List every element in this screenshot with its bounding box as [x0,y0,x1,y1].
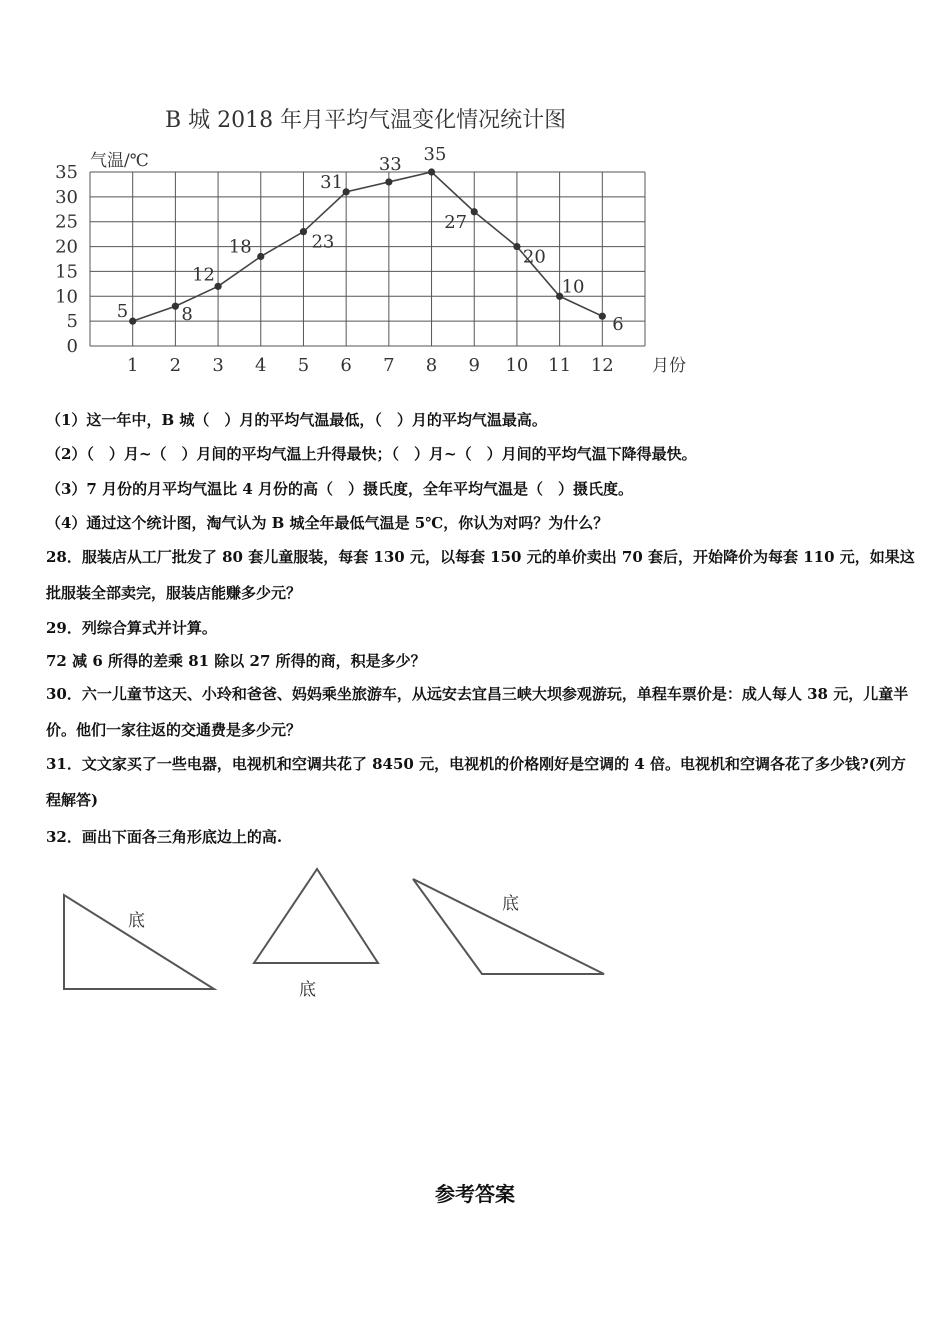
x-tick-label: 6 [340,355,352,376]
data-label: 5 [116,301,129,323]
x-tick-label: 7 [383,355,395,376]
data-label: 35 [423,144,447,165]
triangle-acute [254,869,378,963]
triangle-obtuse-base-label: 底 [502,894,519,914]
data-point [428,168,435,175]
question-27-2: （2）（ ）月~（ ）月间的平均气温上升得最快；（ ）月~（ ）月间的平均气温下降得最快。 [46,445,697,463]
data-point [343,188,350,195]
y-axis-label: 气温/℃ [90,151,149,171]
triangle-right-base-label: 底 [128,911,145,931]
question-31: 31．文文家买了一些电器，电视机和空调共花了 8450 元，电视机的价格刚好是空调的 4 倍。电视机和空调各花了多少钱?(列方程解答) [46,755,906,809]
data-label: 27 [444,211,468,233]
question-29-text: 72 减 6 所得的差乘 81 除以 27 所得的商，积是多少？ [46,652,426,670]
data-label: 6 [612,314,624,336]
data-label: 8 [181,304,193,326]
x-ticks [127,355,614,376]
question-28: 28．服装店从工厂批发了 80 套儿童服装，每套 130 元，以每套 150 元的单价卖出 70 套后，开始降价为每套 110 元，如果这批服装全部卖完，服装店能赚多少元？ [46,548,915,602]
data-point [471,208,478,215]
question-27-1: （1）这一年中，B 城（ ）月的平均气温最低，（ ）月的平均气温最高。 [46,411,547,429]
question-32: 32．画出下面各三角形底边上的高. [46,828,283,846]
triangles-figure [40,858,620,1008]
x-tick-label: 4 [255,355,267,376]
temperature-line-chart [40,95,720,385]
data-point [385,178,392,185]
data-label: 20 [522,246,546,268]
data-point [214,283,221,290]
answers-title: 参考答案 [435,1182,515,1206]
question-27-4: （4）通过这个统计图，淘气认为 B 城全年最低气温是 5℃，你认为对吗？为什么？ [46,514,609,532]
x-tick-label: 9 [468,355,480,376]
y-tick-label: 15 [55,261,78,283]
y-tick-label: 35 [55,162,78,183]
data-label: 33 [378,153,402,175]
y-tick-label: 0 [66,336,78,357]
x-tick-label: 1 [126,355,139,376]
triangle-acute-base-label: 底 [299,980,316,1000]
y-tick-label: 20 [55,236,78,258]
data-label: 23 [311,231,335,253]
data-point [513,243,520,250]
data-label: 10 [561,276,585,298]
x-tick-label: 8 [425,355,438,376]
data-label: 31 [320,171,344,193]
chart-grid [90,172,645,346]
chart-title: B 城 2018 年月平均气温变化情况统计图 [165,108,567,133]
question-29: 29．列综合算式并计算。 [46,619,217,637]
x-tick-label: 3 [212,355,224,376]
y-tick-label: 25 [55,211,78,233]
data-label: 18 [228,236,252,258]
data-label: 12 [192,264,215,286]
question-30: 30．六一儿童节这天、小玲和爸爸、妈妈乘坐旅游车，从远安去宜昌三峡大坝参观游玩，单程车票价是：成人每人 38 元，儿童半价。他们一家往返的交通费是多少元？ [46,685,909,739]
data-labels [117,144,624,335]
data-point [172,303,179,310]
y-tick-label: 30 [55,186,78,208]
data-point [300,228,307,235]
data-point [257,253,264,260]
x-axis-label: 月份 [652,356,686,376]
y-ticks [55,162,78,357]
y-tick-label: 10 [55,286,78,308]
triangle-right [64,895,214,989]
question-27-3: （3）7 月份的月平均气温比 4 月份的高（ ）摄氏度，全年平均气温是（ ）摄氏度。 [46,480,633,498]
y-tick-label: 5 [66,311,78,333]
x-tick-label: 11 [548,355,572,376]
x-tick-label: 12 [590,355,614,376]
data-point [129,318,136,325]
x-tick-label: 5 [297,355,310,376]
data-point [599,313,606,320]
x-tick-label: 2 [169,355,182,376]
x-tick-label: 10 [505,355,529,376]
